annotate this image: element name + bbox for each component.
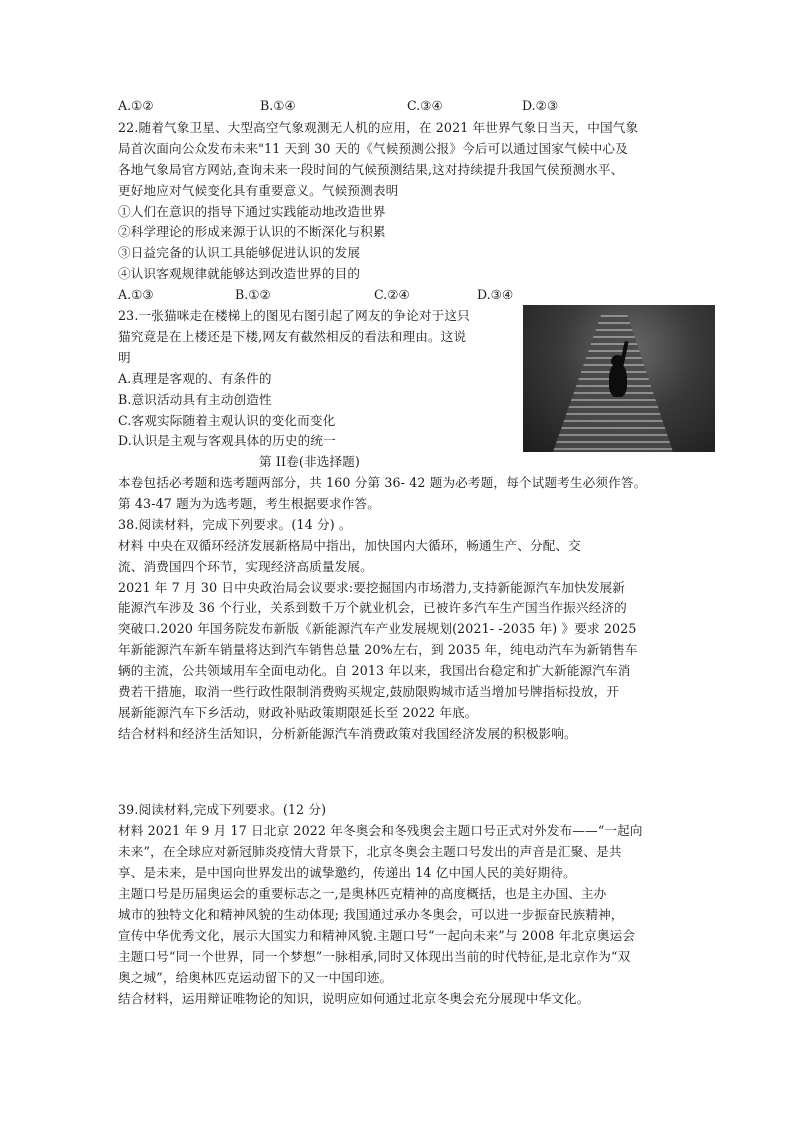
q39-material-line: 材料 2021 年 9 月 17 日北京 2022 年冬奥会和冬残奥会主题口号正式对外发布——“一起向 (118, 823, 643, 838)
q38-material-line: 材料 中央在双循环经济发展新格局中指出，加快国内大循环，畅通生产、分配、交 (118, 538, 581, 553)
section-intro-line: 第 43-47 题为为选考题，考生根据要求作答。 (118, 496, 381, 511)
q39-material-line: 主题口号是历届奥运会的重要标志之一,是奥林匹克精神的高度概括，也是主办国、主办 (118, 886, 607, 901)
cat-on-stairs-photo (523, 305, 715, 452)
q22-option-c: C.②④ (374, 287, 410, 302)
cat-head-graphic (611, 355, 624, 367)
q22-item: ④认识客观规律就能够达到改造世界的目的 (118, 266, 361, 281)
q23-option-d: D.认识是主观与客观具体的历史的统一 (118, 433, 336, 448)
q38-material-line: 能源汽车涉及 36 个行业，关系到数千万个就业机会，已被许多汽车生产国当作振兴经济的 (118, 600, 627, 615)
q21-option-d: D.②③ (522, 98, 559, 113)
q38-title: 38.阅读材料，完成下列要求。(14 分) 。 (118, 517, 352, 532)
q39-title: 39.阅读材料,完成下列要求。(12 分) (118, 802, 327, 817)
q38-material-line: 展新能源汽车下乡活动，财政补贴政策期限延长至 2022 年底。 (118, 705, 478, 720)
q22-stem-line: 更好地应对气候变化具有重要意义。气候预测表明 (118, 183, 399, 198)
section-title: 第 II卷(非选择题) (259, 454, 360, 469)
q21-option-a: A.①② (118, 98, 154, 113)
q38-material-line: 突破口.2020 年国务院发布新版《新能源汽车产业发展规划(2021- -2035 年) 》要求 2025 (118, 621, 637, 636)
q22-item: ③日益完备的认识工具能够促进认识的发展 (118, 245, 361, 260)
q22-stem-line: 22.随着气象卫星、大型高空气象观测无人机的应用，在 2021 年世界气象日当天，中国气象 (118, 120, 639, 135)
q22-stem-line: 各地气象局官方网站,查询未来一段时间的气候预测结果,这对持续提升我国气侯预测水平、 (118, 162, 624, 177)
q22-item: ①人们在意识的指导下通过实践能动地改造世界 (118, 204, 386, 219)
q22-item: ②科学理论的形成来源于认识的不断深化与积累 (118, 224, 386, 239)
q22-stem-line: 局首次面向公众发布未来"11 天到 30 天的《气候预测公报》今后可以通过国家气候中心及 (118, 141, 628, 156)
q38-question: 结合材料和经济生活知识，分析新能源汽车消费政策对我国经济发展的积极影响。 (118, 726, 577, 741)
q39-material-line: 宣传中华优秀文化，展示大国实力和精神风貌.主题口号“一起向未来”与 2008 年北京奥运会 (118, 928, 636, 943)
q23-option-b: B.意识活动具有主动创造性 (118, 392, 272, 407)
q21-option-c: C.③④ (407, 98, 443, 113)
q23-option-a: A.真理是客观的、有条件的 (118, 371, 272, 386)
q38-material-line: 年新能源汽车新车销量将达到汽车销售总量 20%左右，到 2035 年，纯电动汽车为新销售车 (118, 642, 638, 657)
q21-option-b: B.①④ (260, 98, 296, 113)
q39-material-line: 未来”，在全球应对新冠肺炎疫情大背景下，北京冬奥会主题口号发出的声音是汇聚、是共 (118, 844, 622, 859)
q23-option-c: C.客观实际随着主观认识的变化而变化 (118, 413, 336, 428)
q39-material-line: 享、是未来，是中国向世界发出的诚挚邀约，传递出 14 亿中国人民的美好期待。 (118, 865, 576, 880)
q22-option-d: D.③④ (477, 287, 514, 302)
q22-option-a: A.①③ (118, 287, 154, 302)
q23-stem-line: 猫究竟是在上楼还是下楼,网友有截然相反的看法和理由。这说 (118, 329, 467, 344)
section-intro-line: 本卷包括必考题和选考题两部分，共 160 分第 36- 42 题为必考题，每个试题考生必须作答。 (118, 475, 647, 490)
q23-stem-line: 23.一张猫咪走在楼梯上的图见右图引起了网友的争论对于这只 (118, 308, 470, 323)
q38-material-line: 2021 年 7 月 30 日中央政治局会议要求:要挖掘国内市场潜力,支持新能源汽车加快发展新 (118, 580, 625, 595)
q39-material-line: 奥之城”，给奥林匹克运动留下的又一中国印迹。 (118, 970, 393, 985)
q23-stem-line: 明 (118, 350, 131, 365)
q39-material-line: 主题口号“同一个世界，同一个梦想”一脉相承,同时又体现出当前的时代特征,是北京作为“双 (118, 949, 631, 964)
q38-material-line: 辆的主流，公共领域用车全面电动化。自 2013 年以来，我国出台稳定和扩大新能源汽车消 (118, 663, 631, 678)
cat-body-graphic (609, 363, 627, 397)
q22-option-b: B.①② (235, 287, 271, 302)
q38-material-line: 流、消费国四个环节，实现经济高质量发展。 (118, 559, 373, 574)
q39-material-line: 城市的独特文化和精神风貌的生动体现; 我国通过承办冬奥会，可以进一步振奋民族精神， (118, 907, 624, 922)
q39-question: 结合材料，运用辩证唯物论的知识，说明应如何通过北京冬奥会充分展现中华文化。 (118, 991, 590, 1006)
q38-material-line: 费若干措施，取消一些行政性限制消费购买规定,鼓励限购城市适当增加号牌指标投放，开 (118, 684, 620, 699)
